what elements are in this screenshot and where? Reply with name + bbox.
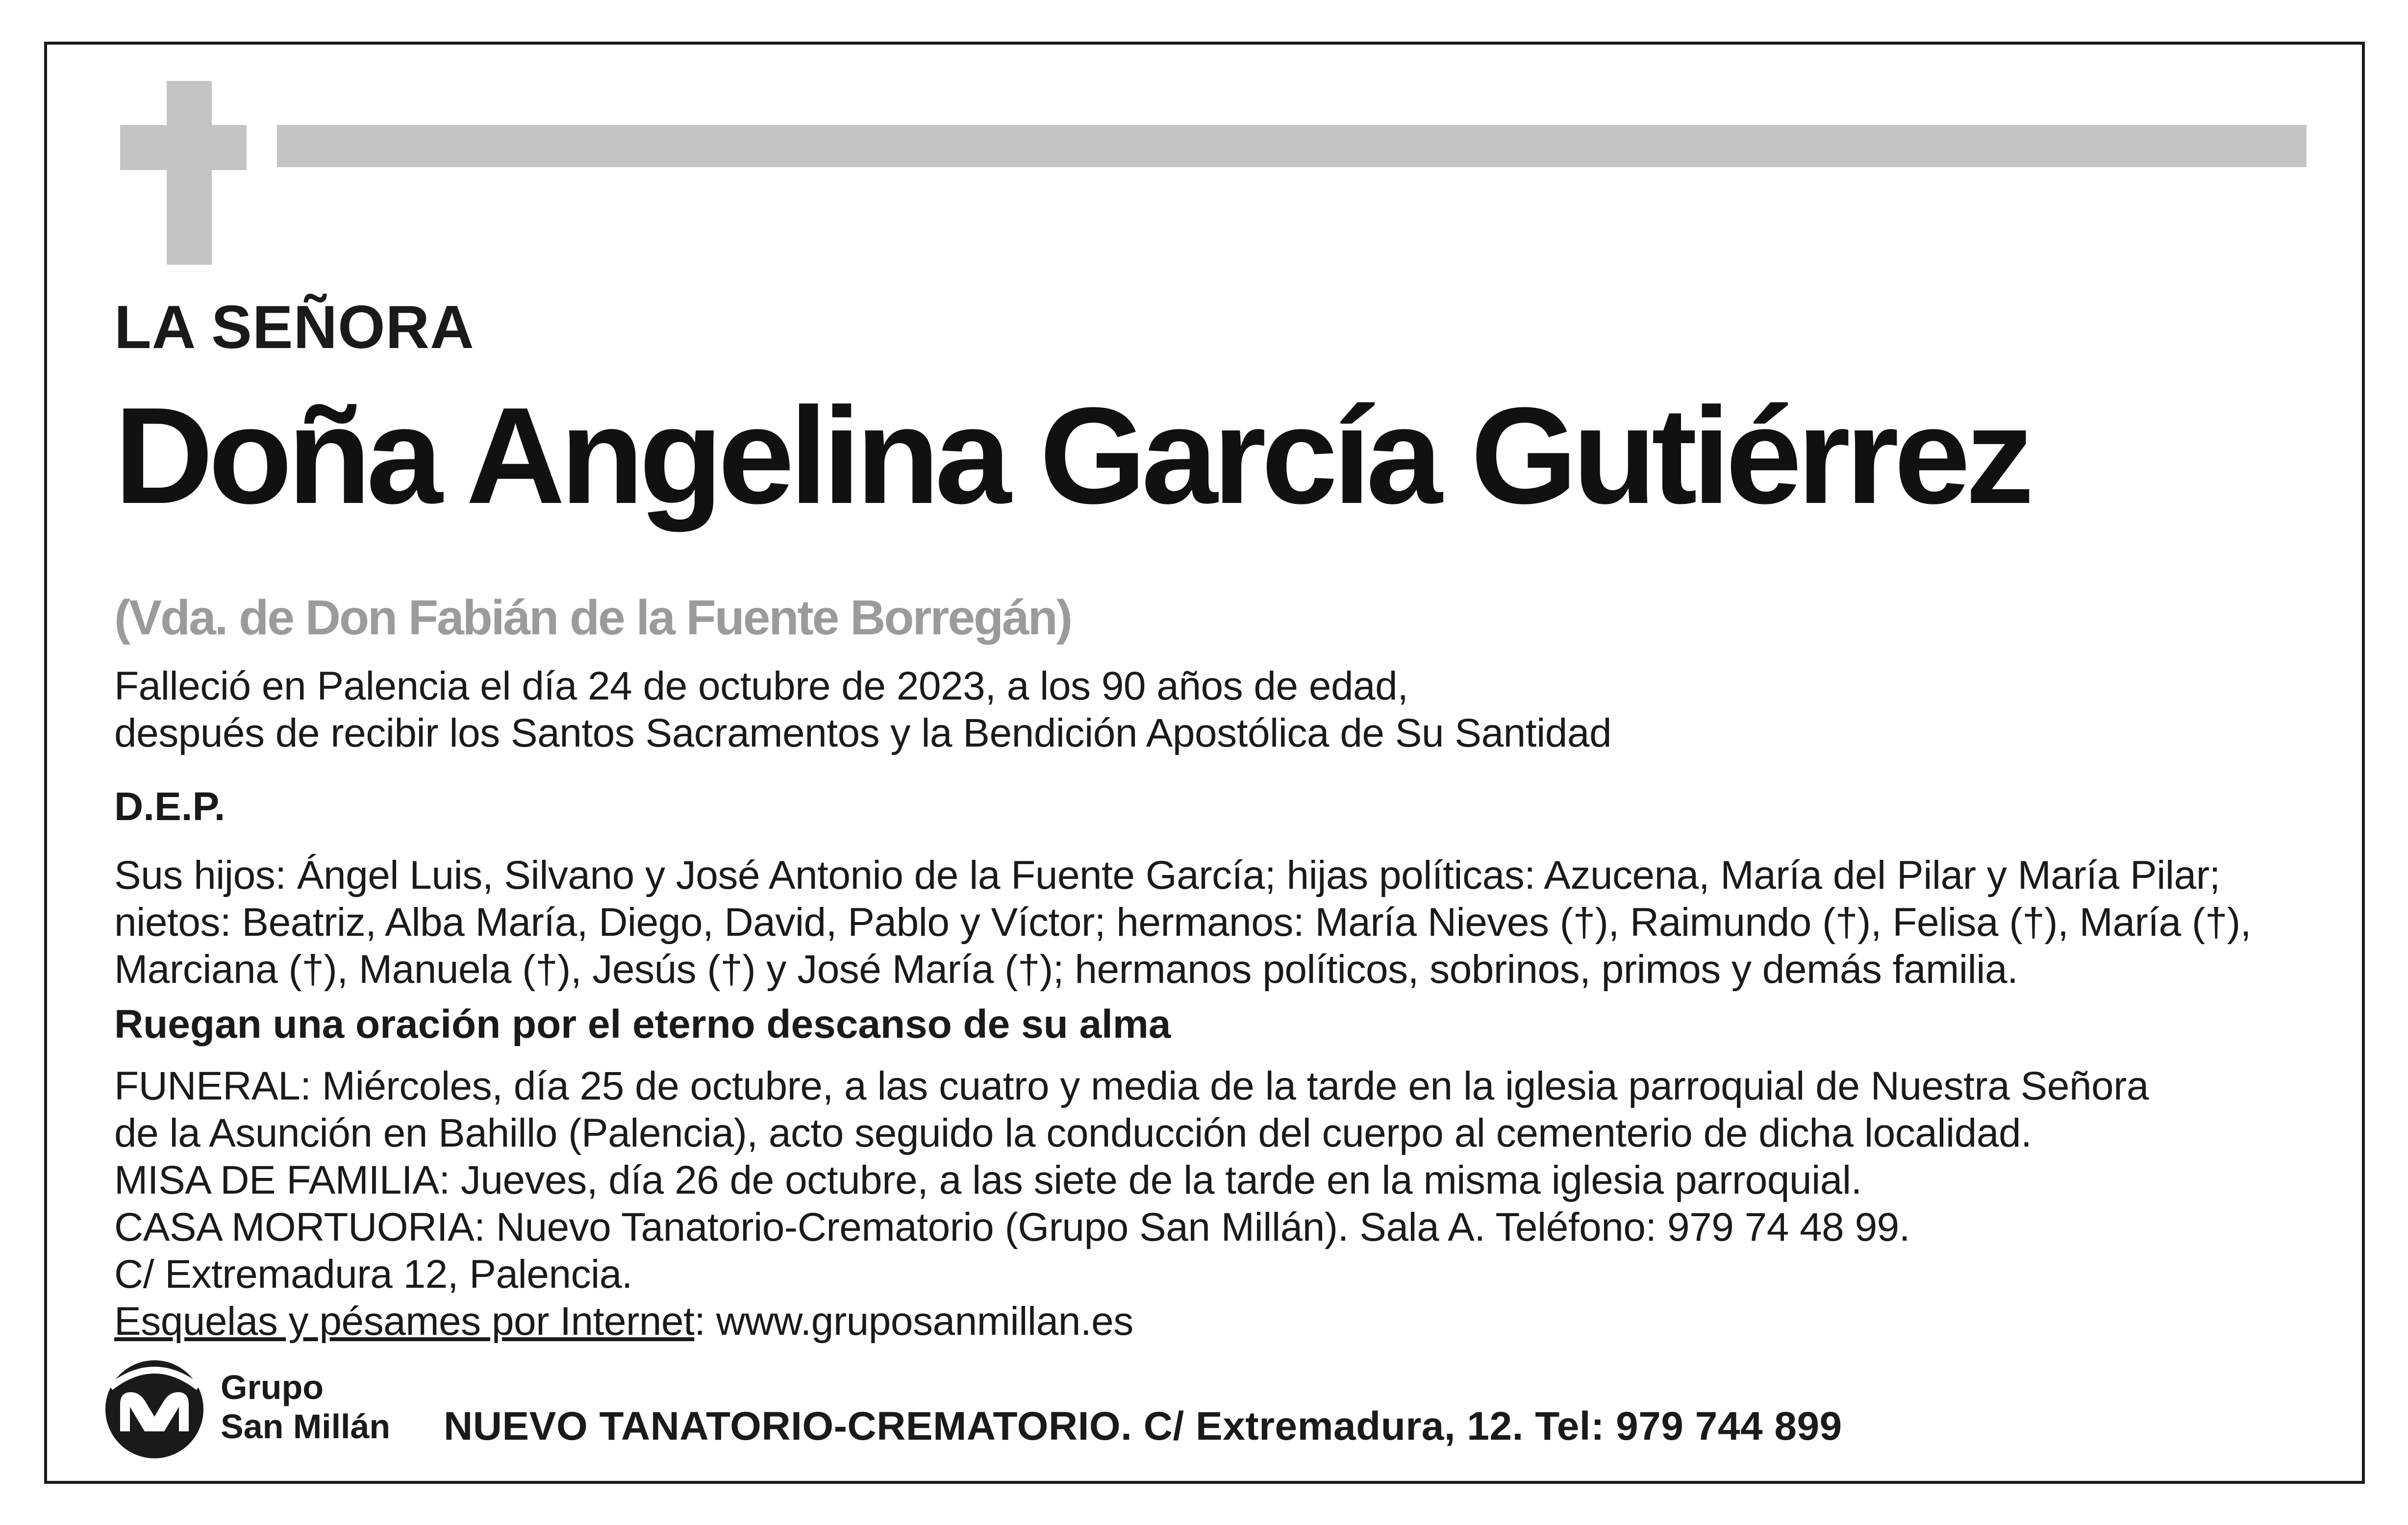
- tanatorio-footer: NUEVO TANATORIO-CREMATORIO. C/ Extremadura, 12. Tel: 979 744 899: [444, 1404, 1842, 1449]
- funeral-line-1: FUNERAL: Miércoles, día 25 de octubre, a las cuatro y media de la tarde en la iglesia parroquial de Nuestra Señora: [114, 1064, 2149, 1108]
- family-line-3: Marciana (†), Manuela (†), Jesús (†) y José María (†); hermanos políticos, sobrinos, primos y demás familia.: [114, 947, 2018, 992]
- family-line-1: Sus hijos: Ángel Luis, Silvano y José Antonio de la Fuente García; hijas políticas: Azucena, María del Pilar y María Pilar;: [114, 853, 2220, 898]
- deceased-name: Doña Angelina García Gutiérrez: [114, 379, 2030, 532]
- cross-icon: [167, 81, 212, 265]
- internet-url: : www.gruposanmillan.es: [694, 1299, 1133, 1344]
- widow-of: (Vda. de Don Fabián de la Fuente Borregán): [114, 590, 1072, 645]
- cross-icon-arm: [120, 125, 247, 170]
- casa-mortuoria-line: CASA MORTUORIA: Nuevo Tanatorio-Crematorio (Grupo San Millán). Sala A. Teléfono: 979 74 48 99.: [114, 1205, 1910, 1250]
- death-line-1: Falleció en Palencia el día 24 de octubre de 2023, a los 90 años de edad,: [114, 664, 1408, 708]
- title-la-senora: LA SEÑORA: [114, 294, 475, 361]
- internet-label: Esquelas y pésames por Internet: [114, 1299, 695, 1344]
- grupo-san-millan-logo: [100, 1358, 208, 1461]
- family-line-2: nietos: Beatriz, Alba María, Diego, David, Pablo y Víctor; hermanos: María Nieves (†), Raimundo (†), Felisa (†), María (†),: [114, 900, 2252, 945]
- address-line: C/ Extremadura 12, Palencia.: [114, 1252, 633, 1297]
- funeral-line-2: de la Asunción en Bahillo (Palencia), acto seguido la conducción del cuerpo al cementerio de dicha localidad.: [114, 1111, 2032, 1155]
- dep-label: D.E.P.: [114, 784, 226, 829]
- logo-text-san-millan: San Millán: [221, 1407, 391, 1446]
- death-line-2: después de recibir los Santos Sacramentos y la Bendición Apostólica de Su Santidad: [114, 711, 1612, 755]
- prayer-line: Ruegan una oración por el eterno descanso de su alma: [114, 1002, 1171, 1047]
- header-bar: [277, 125, 2307, 167]
- misa-line: MISA DE FAMILIA: Jueves, día 26 de octubre, a las siete de la tarde en la misma iglesia parroquial.: [114, 1158, 1862, 1202]
- internet-line: [114, 1298, 1133, 1345]
- logo-text-grupo: Grupo: [221, 1368, 324, 1406]
